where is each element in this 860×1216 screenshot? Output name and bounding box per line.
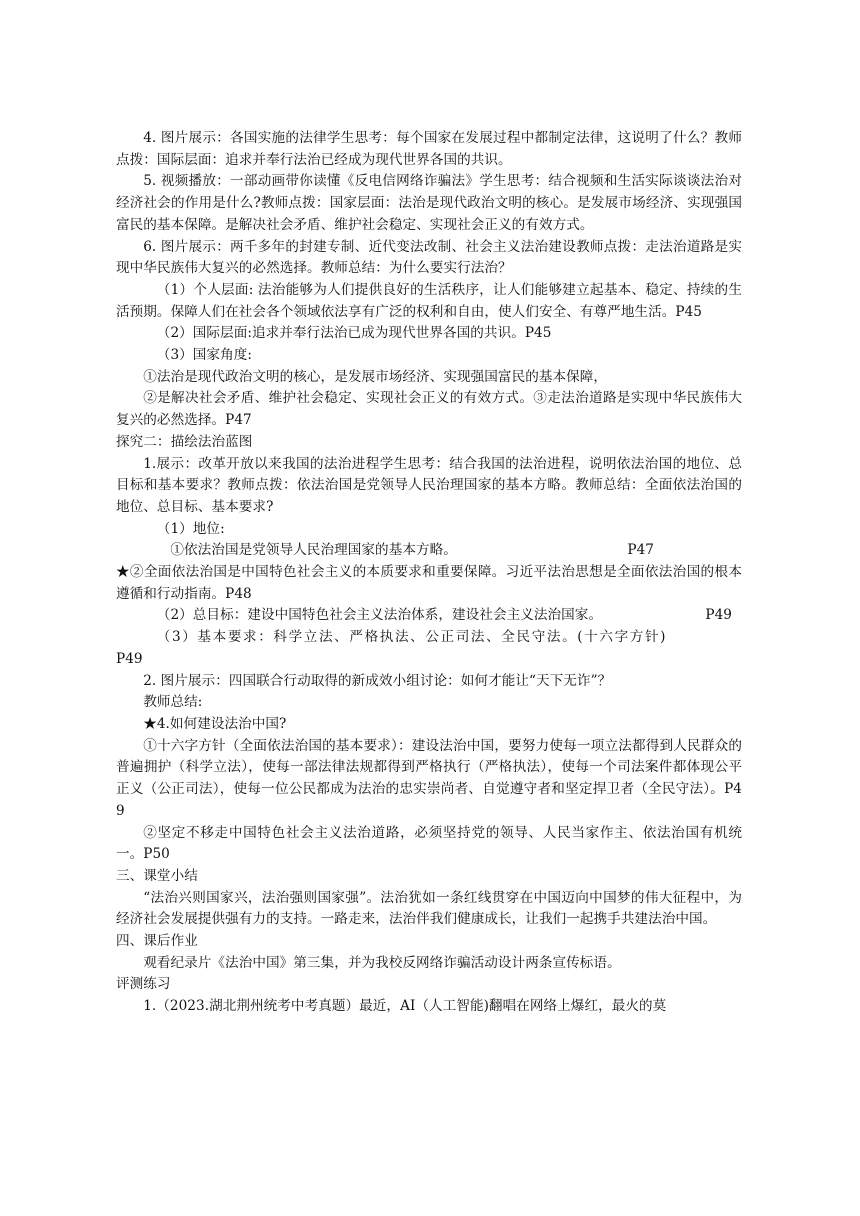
- paragraph-status: （1）地位:: [156, 520, 225, 537]
- section-heading-class-summary: 三、课堂小结: [116, 867, 198, 884]
- page-ref-p49-requirements: P49: [116, 650, 143, 667]
- paragraph-overall-goal: [116, 605, 742, 627]
- paragraph-homework: 观看纪录片《法治中国》第三集，并为我校反网络诈骗活动设计两条宣传标语。: [143, 954, 621, 971]
- section-heading-exercises: 评测练习: [116, 976, 171, 993]
- paragraph-international-level: （2）国际层面:追求并奉行法治已成为现代世界各国的共识。P45: [156, 325, 552, 342]
- paragraph-exercise-1: 1.（2023.湖北荆州统考中考真题）最近，AI（人工智能)翻唱在网络上爆红，最火的莫: [143, 998, 667, 1015]
- paragraph-personal-level: （1）个人层面: 法治能够为人们提供良好的生活秩序，让人们能够建立起基本、稳定、持续的生活预期。保障人们在社会各个领域依法享有广泛的权利和自由，使人们安全、有尊严地生活。P45: [116, 281, 742, 320]
- paragraph-point-2-3: ②是解决社会矛盾、维护社会稳定、实现社会正义的有效方式。③走法治道路是实现中华民族伟大复兴的必然选择。P47: [116, 390, 742, 429]
- paragraph-class-summary: “法治兴则国家兴，法治强则国家强”。法治犹如一条红线贯穿在中国迈向中国梦的伟大征程中，为经济社会发展提供强有力的支持。一路走来，法治伴我们健康成长，让我们一起携手共建法治中国。: [116, 889, 742, 928]
- paragraph-picture-laws: 4. 图片展示：各国实施的法律学生思考：每个国家在发展过程中都制定法律，这说明了什么？教师点拨：国际层面：追求并奉行法治已经成为现代世界各国的共识。: [116, 130, 742, 168]
- page-ref-p49-goal: P49: [705, 607, 732, 624]
- paragraph-status-point-2: ★②全面依法治国是中国特色社会主义的本质要求和重要保障。习近平法治思想是全面依法治国的根本遵循和行动指南。P48: [116, 564, 742, 602]
- page-ref-p47: P47: [627, 542, 654, 559]
- section-heading-explore-two: 探究二：描绘法治蓝图: [116, 433, 253, 450]
- paragraph-video-anti-fraud-law: 5. 视频播放：一部动画带你读懂《反电信网络诈骗法》学生思考：结合视频和生活实际谈谈法治对经济社会的作用是什么?教师点拨：国家层面：法治是现代政治文明的核心。是发展市场经济、实现强国富民的基本保障。是解决社会矛盾、维护社会稳定、实现社会正义的有效方式。: [116, 173, 742, 233]
- paragraph-national-angle: （3）国家角度:: [156, 347, 252, 364]
- document-body: [116, 128, 742, 1018]
- paragraph-point-1: ①法治是现代政治文明的核心，是发展市场经济、实现强国富民的基本保障，: [143, 368, 608, 385]
- paragraph-reform-progress: 1.展示：改革开放以来我国的法治进程学生思考：结合我国的法治进程，说明依法治国的地位、总目标和基本要求？教师点拨：依法治国是党领导人民治理国家的基本方略。教师总结：全面依法治国的地位、总目标、基本要求?: [116, 455, 742, 515]
- overall-goal-text: （2）总目标：建设中国特色社会主义法治体系，建设社会主义法治国家。: [156, 607, 603, 624]
- paragraph-socialist-path: ②坚定不移走中国特色社会主义法治道路，必须坚持党的领导、人民当家作主、依法治国有机统一。P50: [116, 824, 742, 863]
- paragraph-basic-requirements: （3）基本要求：科学立法、严格执法、公正司法、全民守法。(十六字方针): [156, 629, 668, 646]
- paragraph-build-rule-of-law: ★4.如何建设法治中国?: [143, 715, 287, 732]
- paragraph-teacher-summary: 教师总结:: [143, 694, 203, 711]
- section-heading-homework: 四、课后作业: [116, 933, 198, 950]
- paragraph-four-nations: 2. 图片展示：四国联合行动取得的新成效小组讨论：如何才能让“天下无诈”？: [143, 672, 612, 689]
- paragraph-sixteen-characters: ①十六字方针（全面依法治国的基本要求）：建设法治中国，要努力使每一项立法都得到人民群众的普遍拥护（科学立法），使每一部法律法规都得到严格执行（严格执法），使每一个司法案件都体现公平正义（公正司法），使每一位公民都成为法治的忠实崇尚者、自觉遵守者和坚定捍卫者（全民守法）。P49: [116, 737, 742, 819]
- paragraph-picture-history: 6. 图片展示：两千多年的封建专制、近代变法改制、社会主义法治建设教师点拨：走法治道路是实现中华民族伟大复兴的必然选择。教师总结：为什么要实行法治？: [116, 238, 742, 277]
- paragraph-status-point-1: [116, 540, 742, 562]
- status-point-1-text: ①依法治国是党领导人民治理国家的基本方略。: [170, 542, 457, 559]
